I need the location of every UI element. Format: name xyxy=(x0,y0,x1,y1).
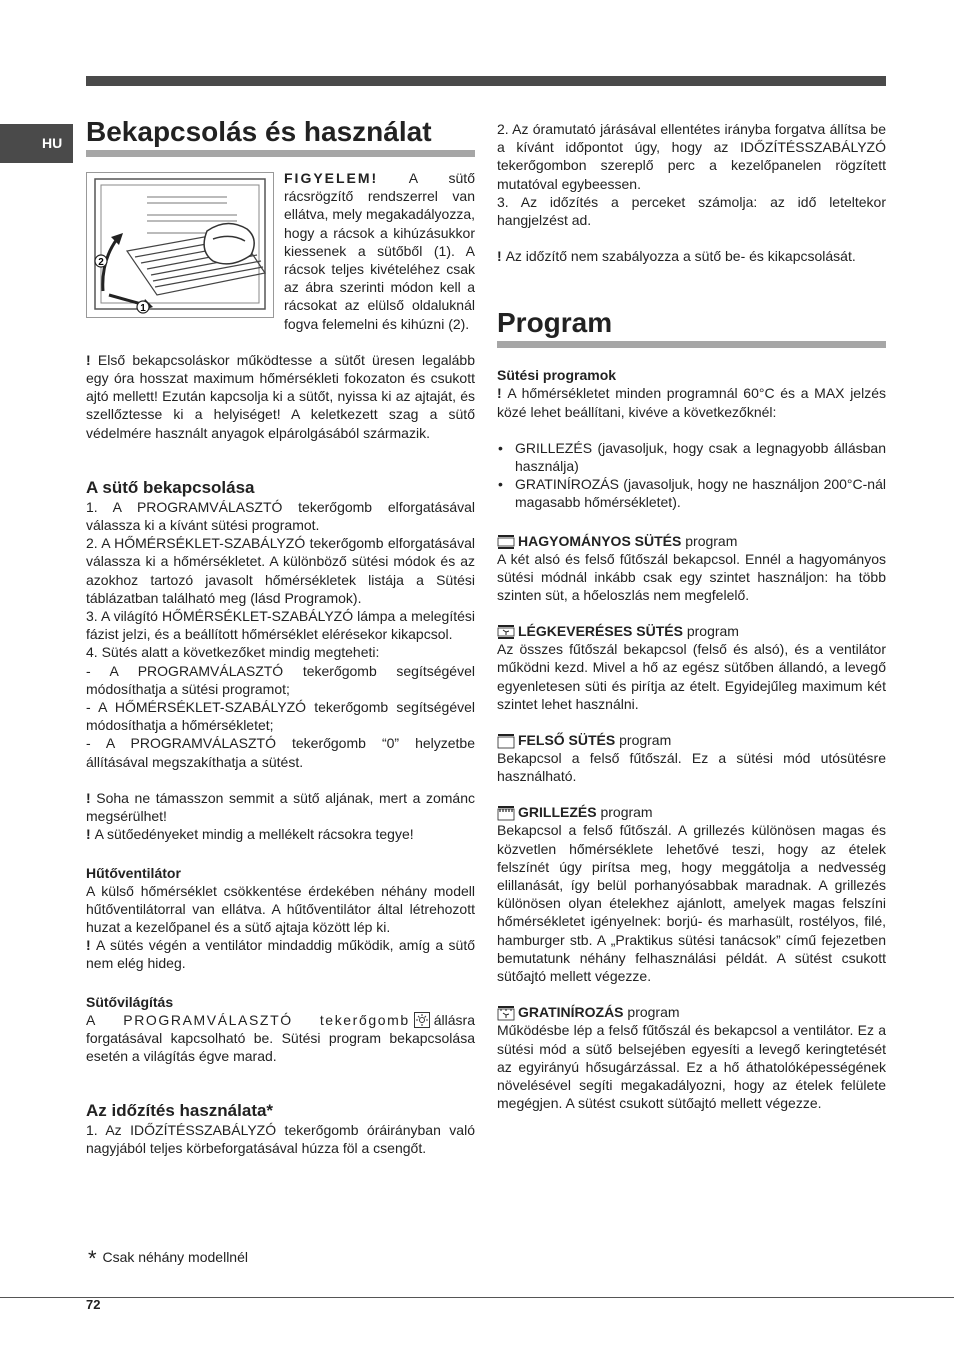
timer-step-1: 1. Az IDŐZÍTÉSSZABÁLYZÓ tekerőgomb óráirányban való nagyjából teljes körbeforgatásával húzza föl a csengőt. xyxy=(86,1122,475,1157)
timer-heading: Az időzítés használata* xyxy=(86,1101,274,1121)
switch-on-option-3: - A PROGRAMVÁLASZTÓ tekerőgomb “0” helyzetbe állításával megszakíthatja a sütést. xyxy=(86,735,475,770)
fan-text: A külső hőmérséklet csökkentése érdekében néhány modell hűtőventilátorral van ellátva. A hűtőventilátor által létrehozott huzat a kezelőpanel és a sütő ajtaja között lép ki. xyxy=(86,882,475,935)
timer-step-3: 3. Az időzítés a perceket számolja: az idő leteltekor hangjelzést ad. xyxy=(497,193,886,229)
section-title: Bekapcsolás és használat xyxy=(86,116,475,157)
first-use-note: ! Első bekapcsoláskor működtesse a sütőt üresen legalább egy óra hosszat maximum hőmérsékleti fokozaton és csukott ajtó mellett! Ezután kapcsolja ki a sütőt, nyissa ki az ajtaját, és szellőztesse ki a helyiséget! A keletkezett szag a sütő védelmére használt anyagok elpárolgásából származik. xyxy=(86,351,475,441)
lamp-icon xyxy=(414,1012,430,1028)
warning-label: FIGYELEM! xyxy=(284,170,379,186)
right-column xyxy=(497,120,886,1112)
footnote: * Csak néhány modellnél xyxy=(88,1246,248,1271)
top-heating-icon xyxy=(497,733,515,749)
program-top-heading: FELSŐ SÜTÉS program xyxy=(497,731,886,749)
temperature-note: ! A hőmérsékletet minden programnál 60°C és a MAX jelzés közé lehet beállítani, kivéve a következőknél: xyxy=(497,385,886,420)
timer-step-2: 2. Az óramutató járásával ellentétes irányba forgatva állítsa be a kívánt időpontot úgy, hogy az IDŐZÍTÉSSZABÁLYZÓ tekerőgombon szereplő perc a kezelőpanelen rögzített mutatóval egybeessen. xyxy=(497,121,886,192)
program-top-text: Bekapcsol a felső fűtőszál. Ez a sütési mód utósütésre használható. xyxy=(497,750,886,785)
fan-assisted-icon xyxy=(497,624,515,640)
program-fan-assisted-heading: LÉGKEVERÉSES SÜTÉS program xyxy=(497,622,886,640)
conventional-icon xyxy=(497,534,515,550)
switch-on-step-3: 3. A világító HŐMÉRSÉKLET-SZABÁLYZÓ lámpa a melegítési fázist jelzi, és a beállított hőmérséklet elérésekor kikapcsol. xyxy=(86,608,475,643)
top-rule xyxy=(86,76,886,86)
program-fan-assisted-text: Az összes fűtőszál bekapcsol (felső és alsó), és a ventilátor működni kezd. Mivel a hő az egész sütőben állandó, a levegő egyenletesen süti és pirítja az ételt. Egyidejűleg maximum két szintet lehet használni. xyxy=(497,641,886,712)
switch-on-step-1: 1. A PROGRAMVÁLASZTÓ tekerőgomb elforgatásával válassza ki a kívánt sütési programot. xyxy=(86,498,475,534)
figure-label-1: 1 xyxy=(140,303,146,314)
program-gratin-heading: GRATINÍROZÁS program xyxy=(497,1003,886,1021)
list-item: • GRATINÍROZÁS (javasoljuk, hogy ne használjon 200°C-nál magasabb hőmérsékletet). xyxy=(497,475,886,511)
bottom-rule xyxy=(0,1297,954,1298)
switch-on-option-1: - A PROGRAMVÁLASZTÓ tekerőgomb segítségével módosíthatja a sütési programot; xyxy=(86,662,475,697)
gratin-icon xyxy=(497,1005,515,1021)
program-grill-text: Bekapcsol a felső fűtőszál. A grillezés különösen magas és közvetlen hőmérséklete lehetővé teszi, hogy az ételek felszínét úgy pirítsa meg, hogy meggátolja a nedvesség elillanását, így belül porhanyósabbak maradnak. A grillezés különösen olyan ételekhez ajánlott, amelyek magas felszíni hőmérsékletet igényelnek: borjú- és marhasült, rostélyos, filé, hamburger stb. A „Praktikus sütési tanácsok” című fejezetben bemutatunk néhány felhasználási példát. A sütést csukott sütőajtó mellett végezze. xyxy=(497,822,886,985)
switch-on-step-4: 4. Sütés alatt a következőket mindig megteheti: xyxy=(86,644,380,661)
switch-on-heading: A sütő bekapcsolása xyxy=(86,477,255,497)
switch-on-option-2: - A HŐMÉRSÉKLET-SZABÁLYZÓ tekerőgomb segítségével módosíthatja a hőmérsékletet; xyxy=(86,699,475,734)
light-heading: Sütővilágítás xyxy=(86,993,174,1010)
list-item: • GRILLEZÉS (javasoljuk, hogy csak a legnagyobb állásban használja) xyxy=(497,439,886,475)
light-text: A PROGRAMVÁLASZTÓ tekerőgomb állásra forgatásával kapcsolható be. Sütési program bekapcsolása esetén a világítás égve marad. xyxy=(86,1011,475,1064)
program-grill-heading: GRILLEZÉS program xyxy=(497,803,886,821)
baking-programs-heading: Sütési programok xyxy=(497,367,617,384)
exception-list xyxy=(497,439,886,512)
program-title: Program xyxy=(497,307,886,348)
language-tab: HU xyxy=(0,124,73,163)
warning-paragraph: FIGYELEM! A sütő rácsrögzítő rendszerrel van ellátva, mely megakadályozza, hogy a rácsok a kihúzásukkor kiessenek a sütőből (1). A rácsok teljes kivételéhez csak az ábra szerinti módon kell a rácsokat az elülső oldaluknál fogva felemelni és kihúzni (2). xyxy=(284,170,475,332)
warning-enamel: ! Soha ne támasszon semmit a sütő aljának, mert a zománc megsérülhet! xyxy=(86,789,475,825)
switch-on-step-2: 2. A HŐMÉRSÉKLET-SZABÁLYZÓ tekerőgomb elforgatásával válassza ki a hőmérsékletet. A különböző sütési módok és az azokhoz tartozó javasolt hőmérsékletek listája a Sütési táblázatban található meg (lásd Programok). xyxy=(86,535,475,606)
figure-label-2: 2 xyxy=(98,257,104,268)
timer-warning: ! Az időzítő nem szabályozza a sütő be- és kikapcsolását. xyxy=(497,248,856,265)
grill-icon xyxy=(497,805,515,821)
page-number: 72 xyxy=(86,1297,101,1312)
program-gratin-text: Működésbe lép a felső fűtőszál és bekapcsol a ventilátor. Ez a sütési mód a sütő belsejében egyesíti a levegő keringtetését az egyirányú hősugárzással. Ez a hő áthatolóképességének növelésével segíti megakadályozni, hogy az ételek felülete megégjen. A sütést csukott sütőajtó mellett végezze. xyxy=(497,1022,886,1112)
program-conventional-text: A két alsó és felső fűtőszál bekapcsol. Ennél a hagyományos sütési módnál inkább csak egy szintet használjon: ha több szinten süt, a hőeloszlás nem megfelelő. xyxy=(497,550,886,604)
program-conventional-heading: HAGYOMÁNYOS SÜTÉS program xyxy=(497,532,886,550)
fan-heading: Hűtőventilátor xyxy=(86,864,181,881)
oven-rack-illustration xyxy=(86,172,274,318)
warning-racks: ! A sütőedényeket mindig a mellékelt rácsokra tegye! xyxy=(86,826,414,843)
exclamation-icon: ! xyxy=(86,351,98,368)
left-column xyxy=(86,116,475,1158)
fan-warning: ! A sütés végén a ventilátor mindaddig működik, amíg a sütő nem elég hideg. xyxy=(86,937,475,972)
